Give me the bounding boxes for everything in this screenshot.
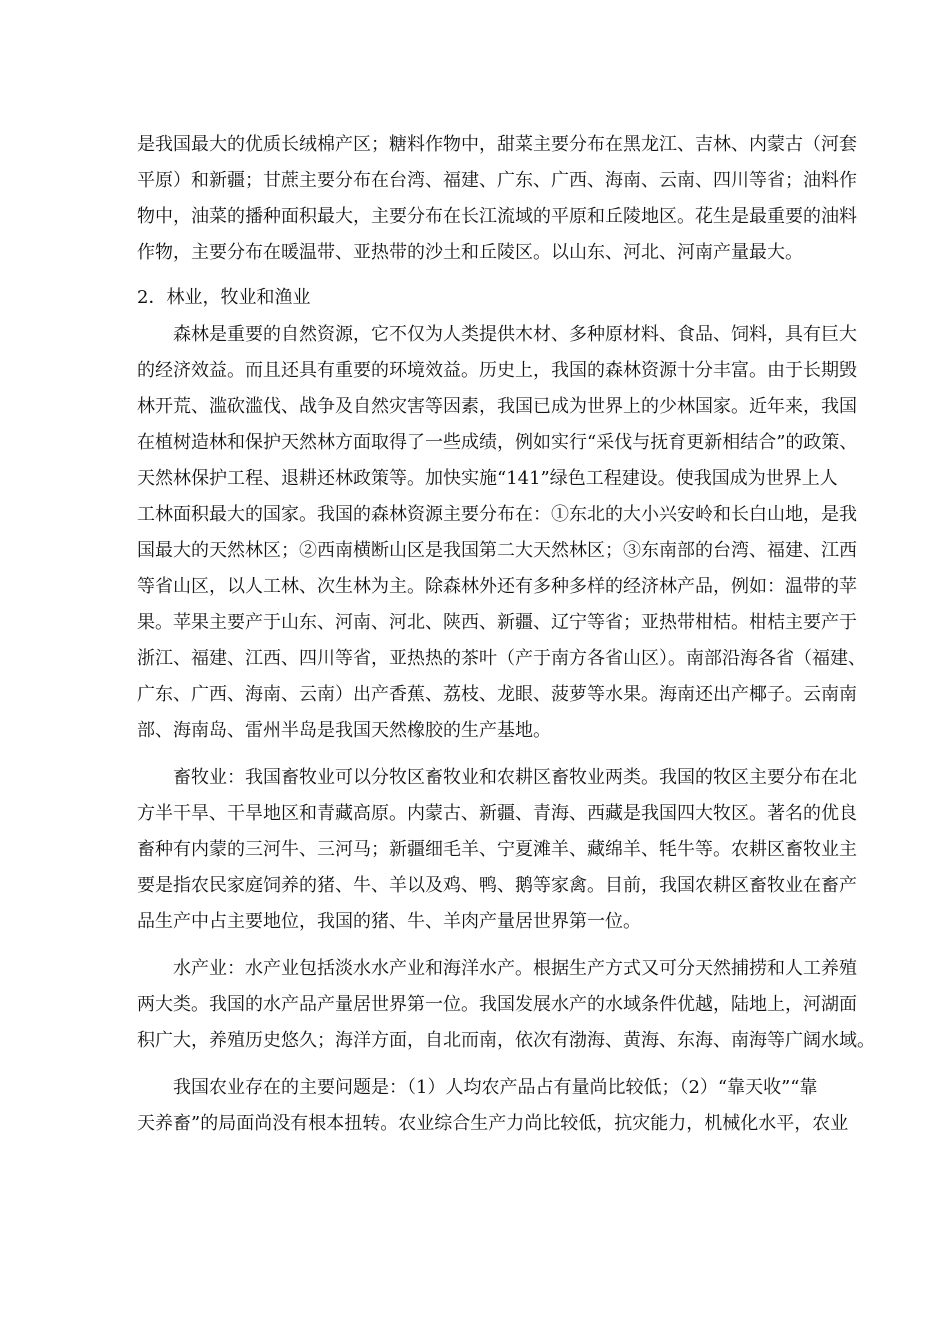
text-line: 天养畜”的局面尚没有根本扭转。农业综合生产力尚比较低，抗灾能力，机械化水平，农业 (137, 1113, 849, 1134)
text-line: 森林是重要的自然资源，它不仅为人类提供木材、多种原材料、食品、饲料，具有巨大 (173, 324, 857, 345)
text-line: 品生产中占主要地位，我国的猪、牛、羊肉产量居世界第一位。 (137, 911, 641, 932)
section-heading: 2．林业，牧业和渔业 (137, 287, 311, 308)
text-line: 工林面积最大的国家。我国的森林资源主要分布在：①东北的大小兴安岭和长白山地，是我 (137, 504, 857, 525)
text-line: 两大类。我国的水产品产量居世界第一位。我国发展水产的水域条件优越，陆地上，河湖面 (137, 994, 857, 1015)
text-line: 畜牧业：我国畜牧业可以分牧区畜牧业和农耕区畜牧业两类。我国的牧区主要分布在北 (173, 767, 857, 788)
text-line: 广东、广西、海南、云南）出产香蕉、荔枝、龙眼、菠萝等水果。海南还出产椰子。云南南 (137, 684, 857, 705)
text-line: 畜种有内蒙的三河牛、三河马；新疆细毛羊、宁夏滩羊、藏绵羊、牦牛等。农耕区畜牧业主 (137, 839, 857, 860)
text-line: 浙江、福建、江西、四川等省，亚热热的茶叶（产于南方各省山区）。南部沿海各省（福建、 (137, 648, 866, 669)
text-line: 天然林保护工程、退耕还林政策等。加快实施“141”绿色工程建设。使我国成为世界上人 (137, 468, 838, 489)
text-line: 积广大，养殖历史悠久；海洋方面，自北而南，依次有渤海、黄海、东海、南海等广阔水域。 (137, 1030, 875, 1051)
text-line: 国最大的天然林区；②西南横断山区是我国第二大天然林区；③东南部的台湾、福建、江西 (137, 540, 857, 561)
text-line: 方半干旱、干旱地区和青藏高原。内蒙古、新疆、青海、西藏是我国四大牧区。著名的优良 (137, 803, 857, 824)
text-line: 平原）和新疆；甘蔗主要分布在台湾、福建、广东、广西、海南、云南、四川等省；油料作 (137, 170, 857, 191)
text-line: 部、海南岛、雷州半岛是我国天然橡胶的生产基地。 (137, 720, 551, 741)
text-line: 的经济效益。而且还具有重要的环境效益。历史上，我国的森林资源十分丰富。由于长期毁 (137, 360, 857, 381)
text-line: 林开荒、滥砍滥伐、战争及自然灾害等因素，我国已成为世界上的少林国家。近年来，我国 (137, 396, 857, 417)
text-line: 果。苹果主要产于山东、河南、河北、陕西、新疆、辽宁等省；亚热带柑桔。柑桔主要产于 (137, 612, 857, 633)
text-line: 要是指农民家庭饲养的猪、牛、羊以及鸡、鸭、鹅等家禽。目前，我国农耕区畜牧业在畜产 (137, 875, 857, 896)
text-line: 水产业：水产业包括淡水水产业和海洋水产。根据生产方式又可分天然捕捞和人工养殖 (173, 958, 857, 979)
text-line: 作物，主要分布在暖温带、亚热带的沙土和丘陵区。以山东、河北、河南产量最大。 (137, 242, 803, 263)
text-line: 物中，油菜的播种面积最大，主要分布在长江流域的平原和丘陵地区。花生是最重要的油料 (137, 206, 857, 227)
text-line: 我国农业存在的主要问题是：（1）人均农产品占有量尚比较低；（2）“靠天收”“靠 (173, 1077, 818, 1098)
text-line: 在植树造林和保护天然林方面取得了一些成绩，例如实行“采伐与抚育更新相结合”的政策、 (137, 432, 858, 453)
text-line: 等省山区，以人工林、次生林为主。除森林外还有多种多样的经济林产品，例如：温带的苹 (137, 576, 857, 597)
text-line: 是我国最大的优质长绒棉产区；糖料作物中，甜菜主要分布在黑龙江、吉林、内蒙古（河套 (137, 134, 857, 155)
